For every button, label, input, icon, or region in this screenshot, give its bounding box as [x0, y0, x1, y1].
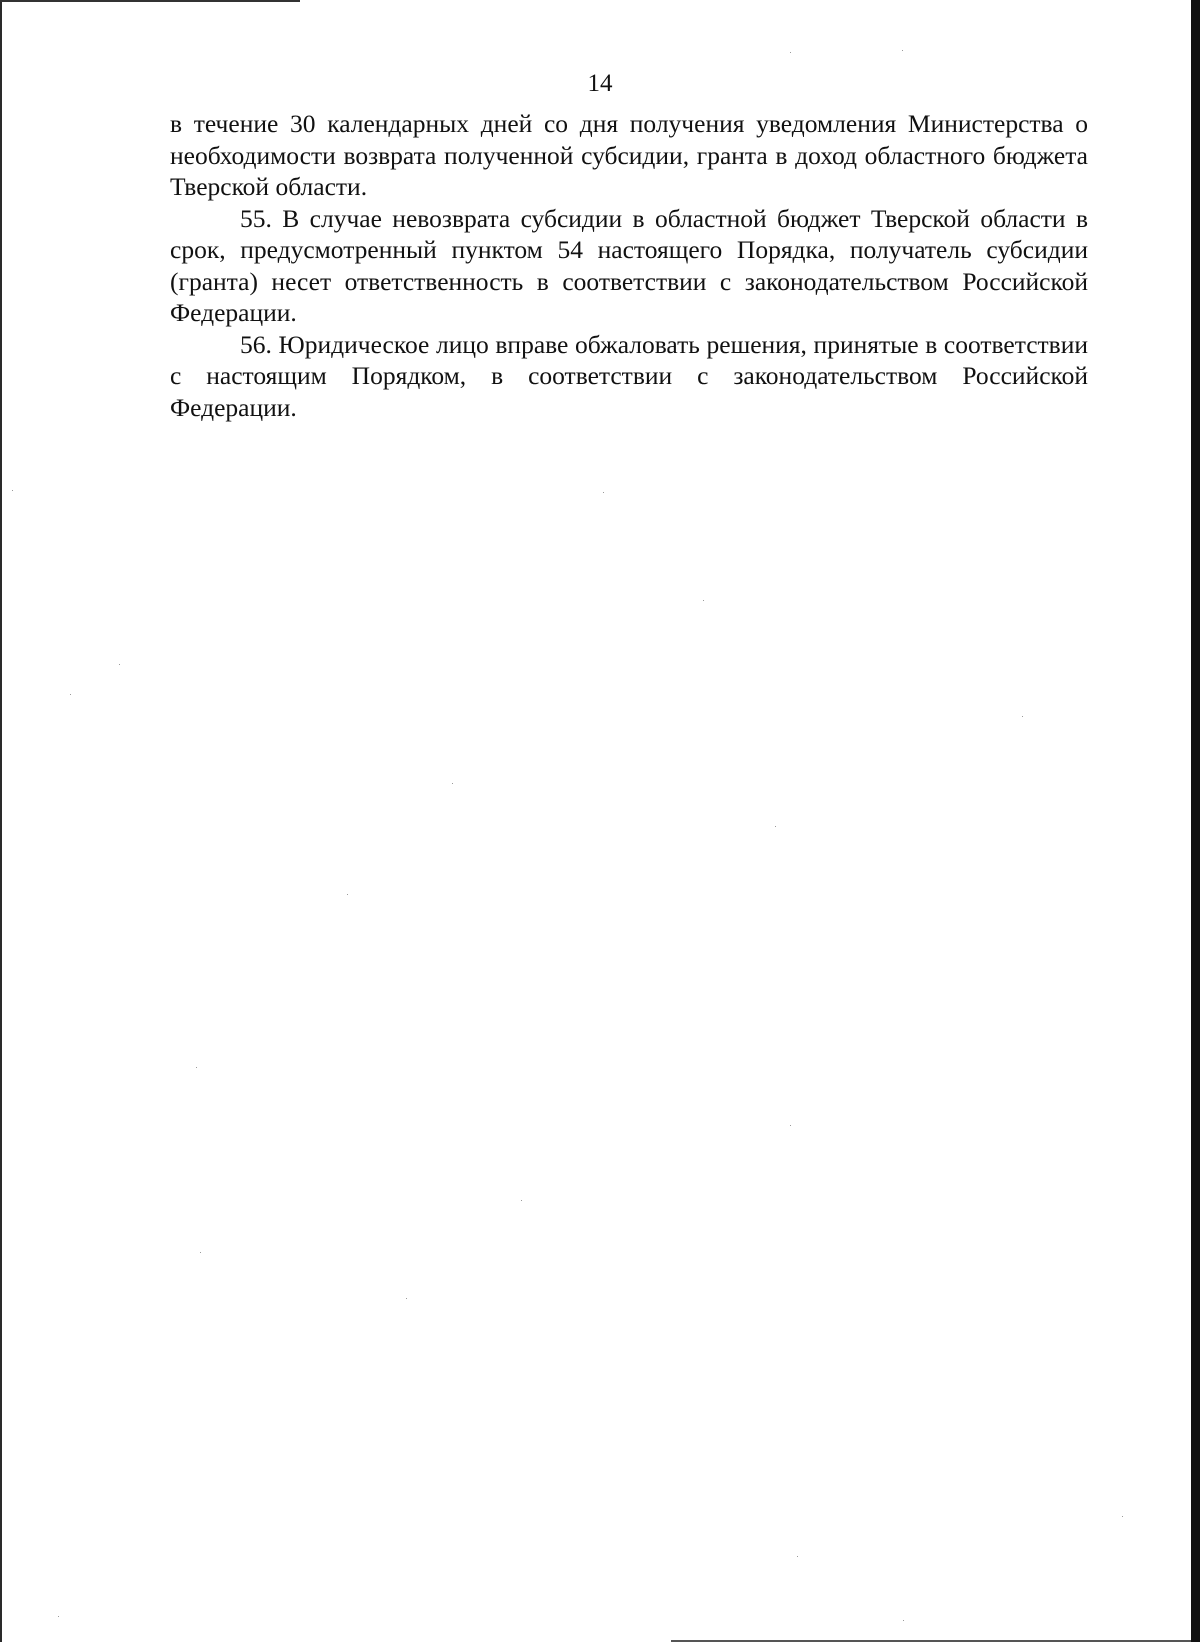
scan-speck — [196, 1067, 197, 1068]
scan-speck — [902, 50, 903, 51]
scan-speck — [1122, 1516, 1123, 1517]
scan-speck — [521, 1200, 522, 1201]
paragraph-continuation: в течение 30 календарных дней со дня получения уведомления Министерства о необходимости возврата полученной субсидии, гранта в доход областного бюджета Тверской области. — [170, 109, 1088, 201]
paragraph-55: 55. В случае невозврата субсидии в областной бюджет Тверской области в срок, предусмотренный пунктом 54 настоящего Порядка, получатель субсидии (гранта) несет ответственность в соответствии с законодательством Российской Федерации. — [170, 203, 1088, 327]
scan-speck — [347, 894, 348, 895]
scan-speck — [603, 492, 604, 493]
scan-speck — [1022, 716, 1023, 717]
scan-speck — [452, 783, 453, 784]
scan-speck — [58, 1616, 59, 1617]
scan-edge-right — [1191, 0, 1200, 1642]
scan-speck — [12, 490, 13, 491]
scan-speck — [775, 826, 776, 827]
scan-speck — [790, 1125, 791, 1126]
scan-speck — [790, 52, 791, 53]
scan-edge-left — [0, 0, 2, 1642]
scan-edge-top — [0, 0, 300, 2]
scan-speck — [703, 600, 704, 601]
scan-speck — [200, 1252, 201, 1253]
scan-speck — [119, 664, 120, 665]
document-body — [170, 108, 1088, 423]
scan-speck — [406, 1298, 407, 1299]
scan-speck — [903, 1620, 904, 1621]
page-number: 14 — [587, 70, 613, 97]
scan-speck — [797, 1556, 798, 1557]
scan-speck — [70, 694, 71, 695]
paragraph-56: 56. Юридическое лицо вправе обжаловать решения, принятые в соответствии с настоящим Порядком, в соответствии с законодательством Российской Федерации. — [170, 329, 1088, 422]
